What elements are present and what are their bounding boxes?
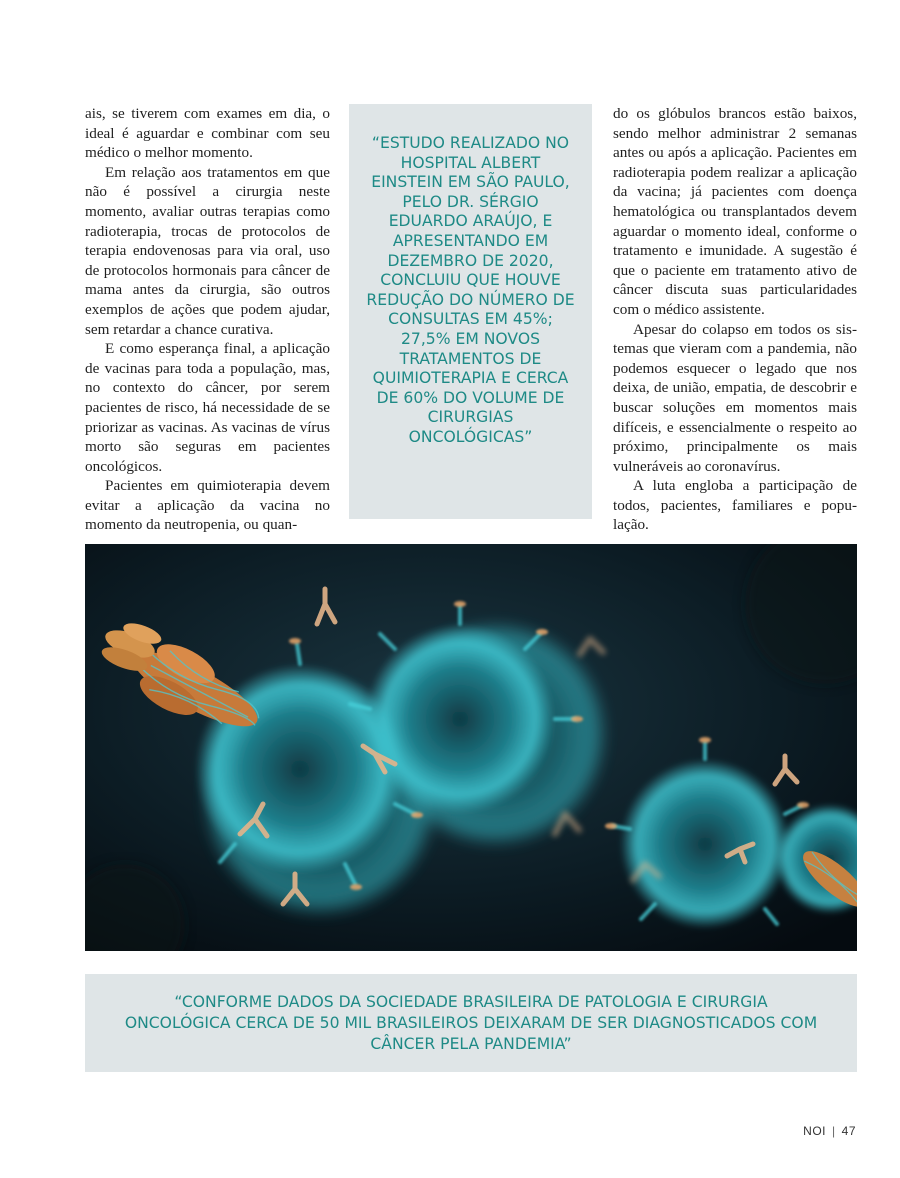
- bottom-quote-text: “CONFORME DADOS DA SOCIEDADE BRASILEIRA DE PATOLOGIA E CIRURGIA ONCOLÓGICA CERCA DE 50 MIL BRASILEIROS DEIXARAM DE SER DIAGNOSTICADOS COM CÂNCER PELA PANDEMIA”: [124, 992, 818, 1053]
- folio-separator: |: [832, 1124, 836, 1138]
- pull-quote-box: [349, 104, 592, 519]
- article-column-right: [613, 104, 857, 535]
- page-folio: [803, 1124, 856, 1138]
- article-column-left: [85, 104, 330, 535]
- bottom-quote-box: [85, 974, 857, 1072]
- paragraph: Em relação aos tratamentos em que não é possível a cirurgia neste momento, avaliar outras terapias como radioterapia, trocas de protocolos de terapia endovenosas para via oral, uso de protocolos hormonais para câncer de mama antes da cirurgia, são outros exemplos de ações que podem ajudar, sem retardar a chance curativa.: [85, 163, 330, 338]
- magazine-name: NOI: [803, 1124, 827, 1138]
- pull-quote-text: “ESTUDO REALIZADO NO HOSPITAL ALBERT EINSTEIN EM SÃO PAULO, PELO DR. SÉRGIO EDUARDO ARAÚJO, E APRESENTANDO EM DEZEMBRO DE 2020, CONCLUIU QUE HOUVE REDUÇÃO DO NÚMERO DE CONSULTAS EM 45%; 27,5% EM NOVOS TRATAMENTOS DE QUIMIOTERAPIA E CERCA DE 60% DO VOLUME DE CIRURGIAS ONCOLÓGICAS”: [366, 134, 575, 446]
- paragraph: E como esperança final, a aplicação de vacinas para toda a população, mas, no contexto do câncer, por serem pacientes de risco, há necessidade de se priorizar as vacinas. As vacinas de vírus morto são seguras em pacientes oncológicos.: [85, 340, 330, 475]
- paragraph: do os glóbulos brancos estão baixos, sendo melhor administrar 2 semanas antes ou após a aplicação. Pacientes em radioterapia podem realizar a aplicação da vacina; já pacientes com doença hematológica ou transplantados devem aguardar o momento ideal, conforme o tratamento e imunidade. A sugestão é que o paciente em tratamento ativo de câncer discuta suas particularidades com o médico assistente.: [613, 105, 857, 318]
- paragraph: Pacientes em quimioterapia devem evitar a aplicação da vacina no momento da neutropenia, ou quan-: [85, 477, 330, 534]
- page-number: 47: [841, 1124, 856, 1138]
- virus-illustration-image: [85, 544, 857, 951]
- paragraph: Apesar do colapso em todos os sistemas que vieram com a pandemia, não podemos esquecer o legado que nos deixa, de união, empatia, de descobrir e buscar soluções em momentos mais difíceis, e essencialmente o respeito ao próximo, principalmente os mais vulneráveis ao coronavírus.: [613, 320, 857, 475]
- paragraph: ais, se tiverem com exames em dia, o ideal é aguardar e combinar com seu médico o melhor momento.: [85, 105, 330, 162]
- paragraph: A luta engloba a participação de todos, pacientes, familiares e população.: [613, 477, 857, 534]
